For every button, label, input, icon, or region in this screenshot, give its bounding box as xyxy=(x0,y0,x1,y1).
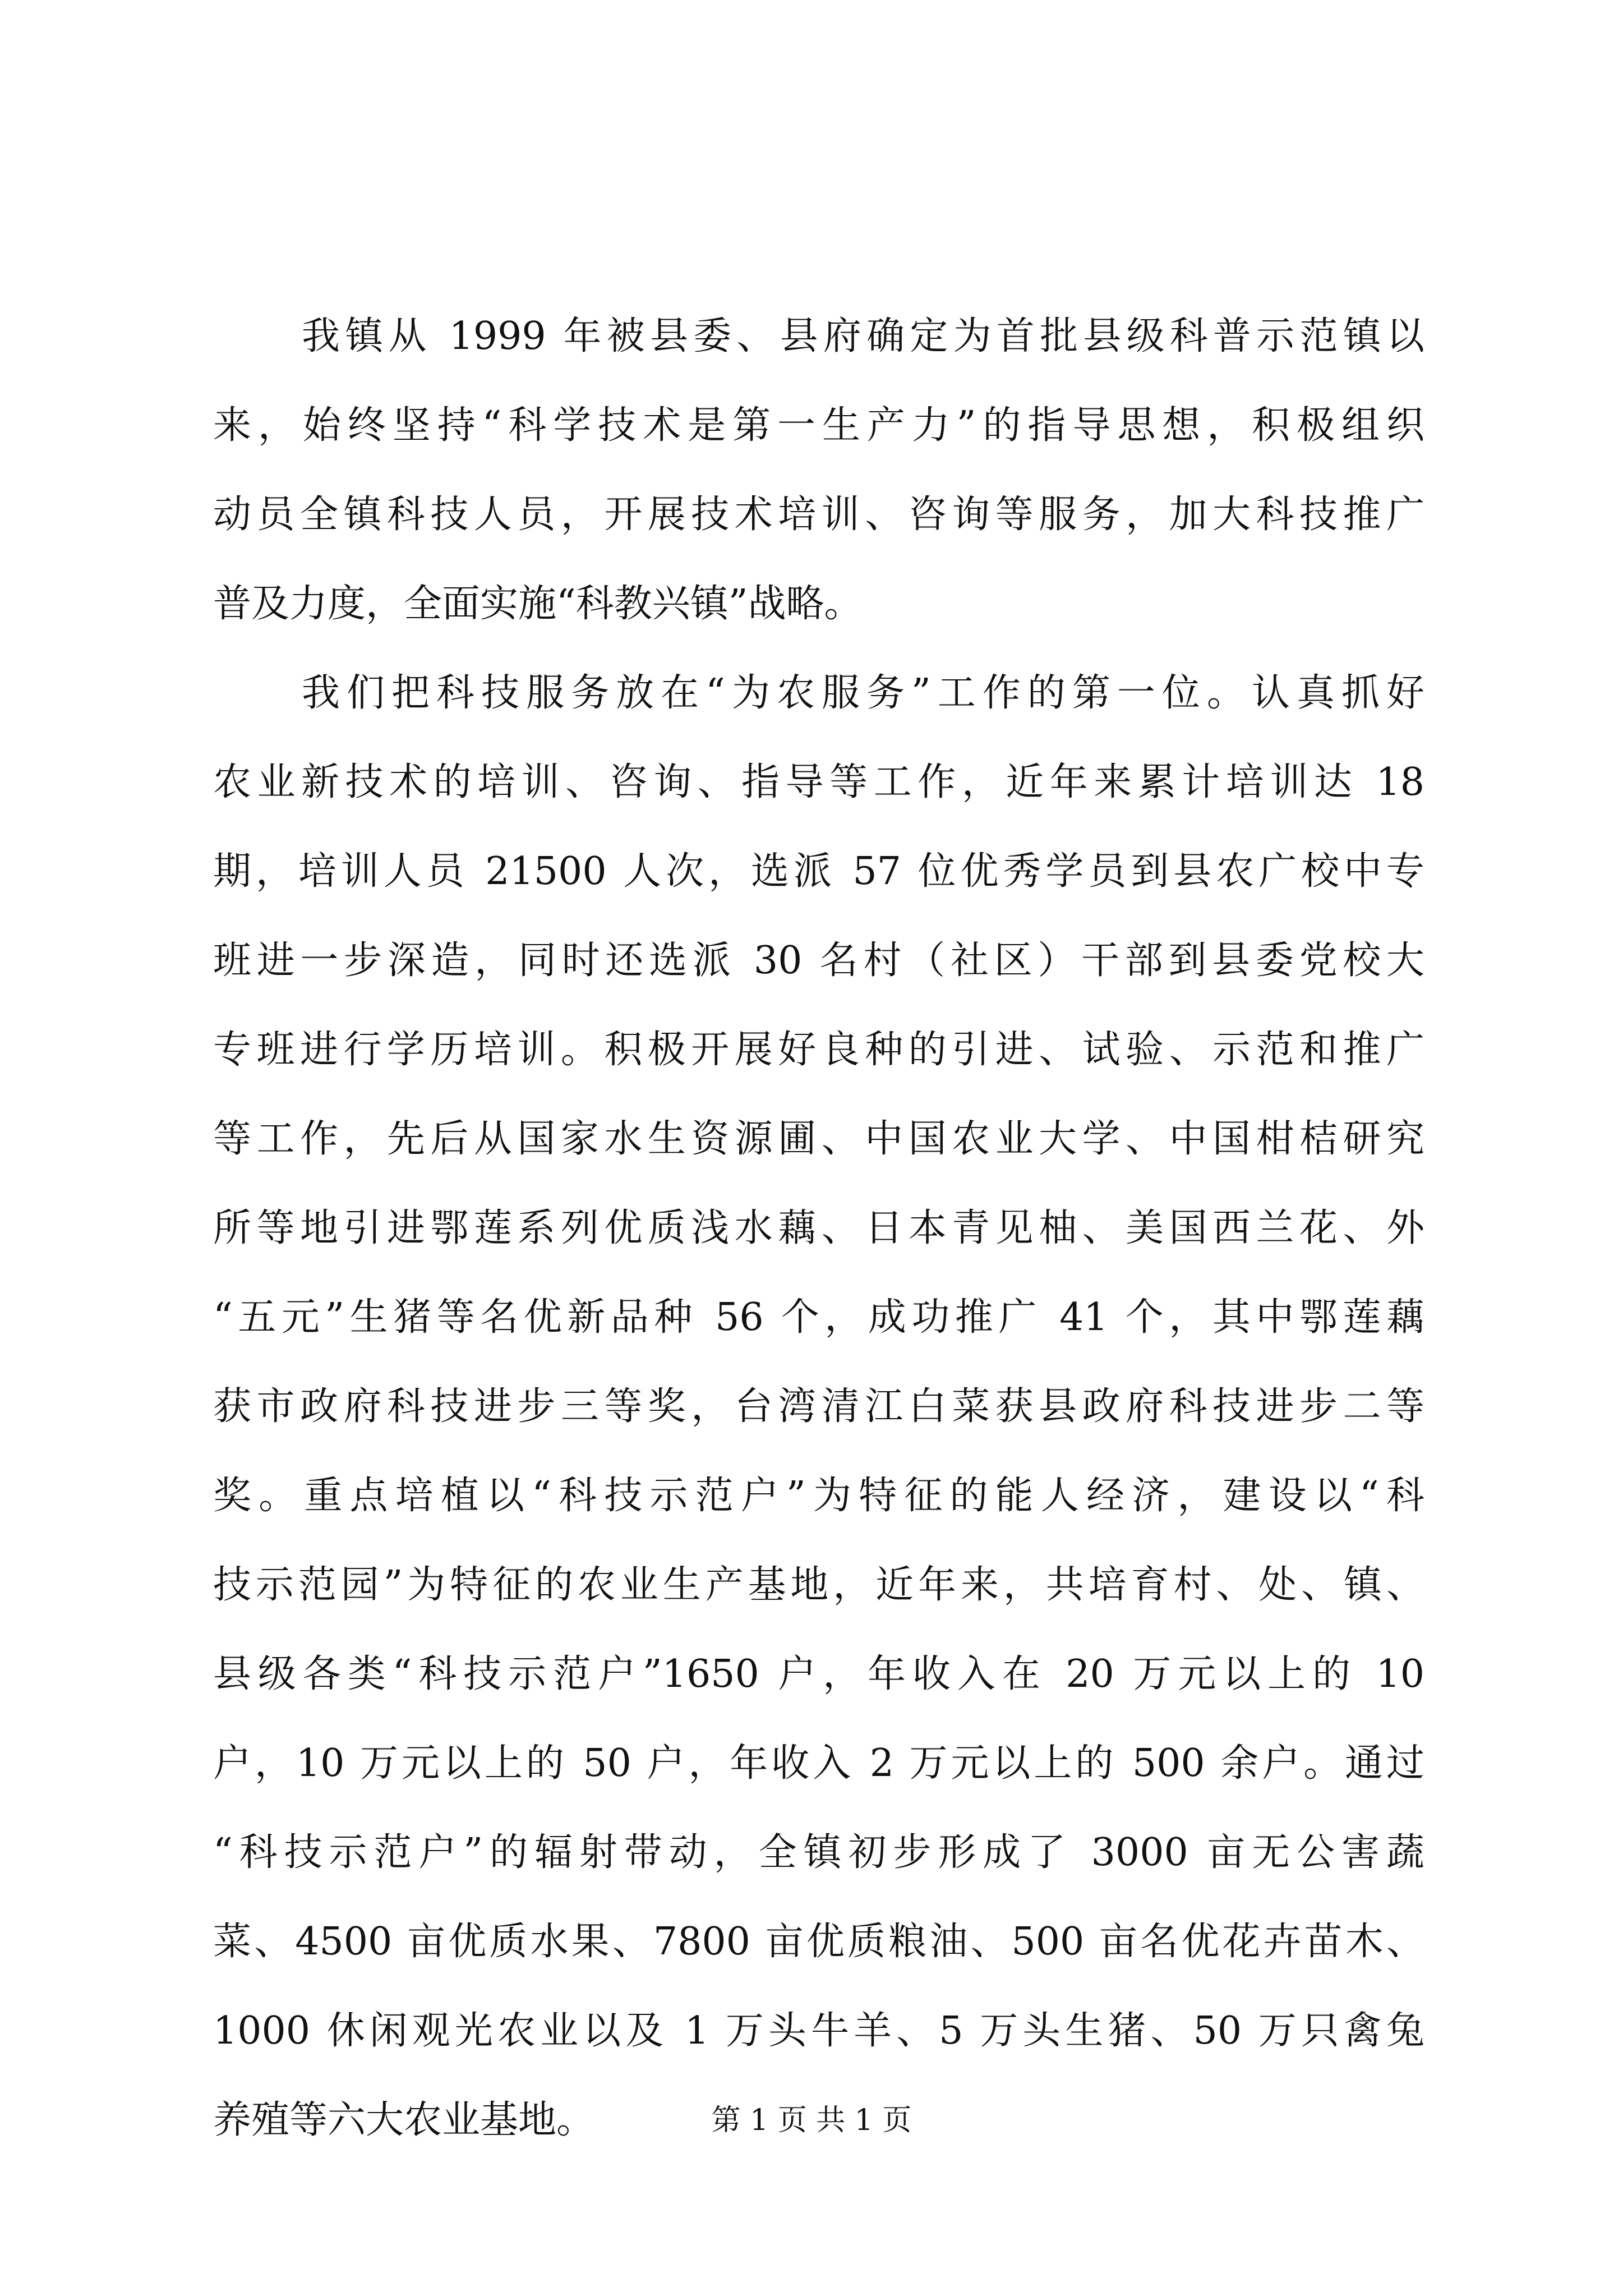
paragraph-line: 动员全镇科技人员，开展技术培训、咨询等服务，加大科技推广 xyxy=(213,493,1424,537)
paragraph-line: 期，培训人员 21500 人次，选派 57 位优秀学员到县农广校中专 xyxy=(213,849,1424,894)
paragraph-line: 户，10 万元以上的 50 户，年收入 2 万元以上的 500 余户。通过 xyxy=(213,1741,1424,1786)
paragraph-line: 获市政府科技进步三等奖，台湾清江白菜获县政府科技进步二等 xyxy=(213,1384,1424,1429)
page-footer: 第 1 页 共 1 页 xyxy=(711,2104,912,2137)
paragraph-line: 县级各类“科技示范户”1650 户，年收入在 20 万元以上的 10 xyxy=(213,1652,1424,1696)
paragraph-line: 等工作，先后从国家水生资源圃、中国农业大学、中国柑桔研究 xyxy=(213,1117,1424,1161)
paragraph-line: 奖。重点培植以“科技示范户”为特征的能人经济，建设以“科 xyxy=(213,1474,1424,1518)
paragraph-line: “五元”生猪等名优新品种 56 个，成功推广 41 个，其中鄂莲藕 xyxy=(213,1295,1424,1340)
paragraph-line: 养殖等六大农业基地。 xyxy=(213,2098,595,2142)
paragraph-line: 我们把科技服务放在“为农服务”工作的第一位。认真抓好 xyxy=(302,671,1424,715)
paragraph-line: 普及力度，全面实施“科教兴镇”战略。 xyxy=(213,582,863,626)
paragraph-line: 所等地引进鄂莲系列优质浅水藕、日本青见柚、美国西兰花、外 xyxy=(213,1206,1424,1250)
paragraph-line: 农业新技术的培训、咨询、指导等工作，近年来累计培训达 18 xyxy=(213,760,1424,804)
paragraph-line: 我镇从 1999 年被县委、县府确定为首批县级科普示范镇以 xyxy=(302,314,1424,358)
paragraph-line: 班进一步深造，同时还选派 30 名村（社区）干部到县委党校大 xyxy=(213,938,1424,983)
body-text xyxy=(213,292,1424,2165)
paragraph-line: 技示范园”为特征的农业生产基地，近年来，共培育村、处、镇、 xyxy=(213,1563,1424,1607)
paragraph-line: 专班进行学历培训。积极开展好良种的引进、试验、示范和推广 xyxy=(213,1028,1424,1072)
paragraph-line: 菜、4500 亩优质水果、7800 亩优质粮油、500 亩名优花卉苗木、 xyxy=(213,1920,1424,1964)
paragraph-line: 来，始终坚持“科学技术是第一生产力”的指导思想，积极组织 xyxy=(213,403,1424,448)
paragraph-line: 1000 休闲观光农业以及 1 万头牛羊、5 万头生猪、50 万只禽兔 xyxy=(213,2009,1424,2053)
paragraph-line: “科技示范户”的辐射带动，全镇初步形成了 3000 亩无公害蔬 xyxy=(213,1830,1424,1875)
